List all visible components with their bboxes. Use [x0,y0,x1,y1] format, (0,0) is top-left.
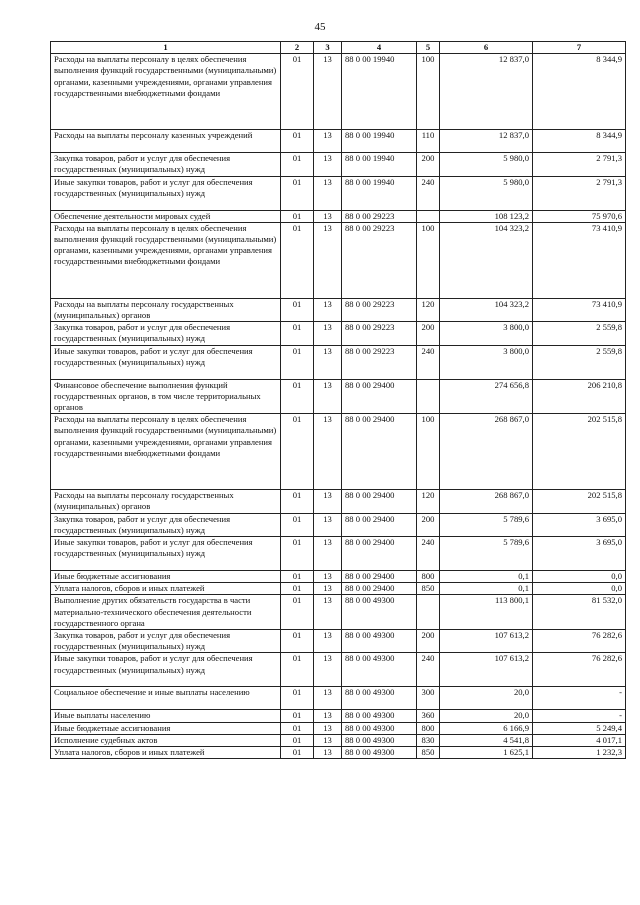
row-amount-executed-cell: 202 515,8 [533,490,626,513]
row-subsection-cell: 13 [314,130,342,153]
row-expense-type-cell: 240 [417,176,440,210]
row-section-cell: 01 [281,571,314,583]
column-header-4: 4 [342,42,417,54]
row-amount-approved-cell: 5 980,0 [440,176,533,210]
column-header-7: 7 [533,42,626,54]
table-row [51,490,626,513]
row-amount-executed-cell: 0,0 [533,571,626,583]
row-target-article-cell: 88 0 00 19940 [342,54,417,130]
table-row [51,710,626,722]
row-section-cell: 01 [281,537,314,571]
row-name-cell: Иные закупки товаров, работ и услуг для обеспечения государственных (муниципальных) нужд [51,176,281,210]
row-subsection-cell: 13 [314,414,342,490]
column-header-3: 3 [314,42,342,54]
row-amount-approved-cell: 108 123,2 [440,210,533,222]
row-target-article-cell: 88 0 00 29223 [342,345,417,379]
row-amount-executed-cell: - [533,687,626,710]
table-row [51,379,626,414]
column-header-5: 5 [417,42,440,54]
row-expense-type-cell: 100 [417,54,440,130]
row-name-cell: Социальное обеспечение и иные выплаты населению [51,687,281,710]
row-section-cell: 01 [281,222,314,298]
row-expense-type-cell [417,210,440,222]
row-subsection-cell: 13 [314,653,342,687]
row-target-article-cell: 88 0 00 49300 [342,710,417,722]
row-amount-executed-cell: 73 410,9 [533,222,626,298]
table-row [51,595,626,630]
row-section-cell: 01 [281,513,314,536]
row-section-cell: 01 [281,414,314,490]
row-name-cell: Расходы на выплаты персоналу казенных учреждений [51,130,281,153]
row-expense-type-cell: 240 [417,537,440,571]
table-row [51,153,626,176]
row-amount-approved-cell: 12 837,0 [440,54,533,130]
row-name-cell: Исполнение судебных актов [51,734,281,746]
row-subsection-cell: 13 [314,176,342,210]
row-target-article-cell: 88 0 00 49300 [342,747,417,759]
row-name-cell: Закупка товаров, работ и услуг для обеспечения государственных (муниципальных) нужд [51,322,281,345]
row-target-article-cell: 88 0 00 29223 [342,322,417,345]
row-amount-approved-cell: 5 789,6 [440,537,533,571]
row-subsection-cell: 13 [314,298,342,321]
row-expense-type-cell: 830 [417,734,440,746]
row-subsection-cell: 13 [314,583,342,595]
table-row [51,345,626,379]
row-amount-executed-cell: 8 344,9 [533,54,626,130]
row-expense-type-cell: 850 [417,747,440,759]
row-subsection-cell: 13 [314,210,342,222]
row-expense-type-cell: 200 [417,153,440,176]
row-subsection-cell: 13 [314,571,342,583]
column-header-1: 1 [51,42,281,54]
row-name-cell: Выполнение других обязательств государства в части материально-технического обеспечения деятельности государственного органа [51,595,281,630]
row-expense-type-cell: 200 [417,630,440,653]
row-name-cell: Уплата налогов, сборов и иных платежей [51,747,281,759]
row-amount-approved-cell: 4 541,8 [440,734,533,746]
row-expense-type-cell: 100 [417,414,440,490]
row-amount-executed-cell: 81 532,0 [533,595,626,630]
row-amount-executed-cell: 73 410,9 [533,298,626,321]
row-section-cell: 01 [281,490,314,513]
row-target-article-cell: 88 0 00 29400 [342,414,417,490]
row-amount-approved-cell: 104 323,2 [440,298,533,321]
row-amount-approved-cell: 0,1 [440,571,533,583]
row-expense-type-cell: 100 [417,222,440,298]
row-section-cell: 01 [281,710,314,722]
row-name-cell: Иные закупки товаров, работ и услуг для обеспечения государственных (муниципальных) нужд [51,537,281,571]
row-amount-executed-cell: 2 791,3 [533,176,626,210]
row-name-cell: Иные выплаты населению [51,710,281,722]
row-name-cell: Расходы на выплаты персоналу в целях обеспечения выполнения функций государственными (муниципальными) органами, казенными учреждениями, органами управления государственными внебюджетными фондами [51,414,281,490]
row-subsection-cell: 13 [314,734,342,746]
row-target-article-cell: 88 0 00 29223 [342,210,417,222]
row-amount-approved-cell: 12 837,0 [440,130,533,153]
row-amount-approved-cell: 107 613,2 [440,653,533,687]
row-target-article-cell: 88 0 00 29400 [342,490,417,513]
row-expense-type-cell: 200 [417,322,440,345]
row-expense-type-cell: 360 [417,710,440,722]
row-name-cell: Расходы на выплаты персоналу государственных (муниципальных) органов [51,298,281,321]
row-subsection-cell: 13 [314,222,342,298]
row-expense-type-cell [417,379,440,414]
row-section-cell: 01 [281,176,314,210]
table-row [51,747,626,759]
row-subsection-cell: 13 [314,345,342,379]
row-section-cell: 01 [281,345,314,379]
table-header-row [51,42,626,54]
table-row [51,722,626,734]
row-target-article-cell: 88 0 00 29400 [342,379,417,414]
row-expense-type-cell: 240 [417,653,440,687]
row-amount-approved-cell: 5 789,6 [440,513,533,536]
row-target-article-cell: 88 0 00 49300 [342,734,417,746]
row-section-cell: 01 [281,653,314,687]
row-expense-type-cell: 120 [417,490,440,513]
row-name-cell: Обеспечение деятельности мировых судей [51,210,281,222]
row-section-cell: 01 [281,153,314,176]
row-section-cell: 01 [281,722,314,734]
row-subsection-cell: 13 [314,687,342,710]
row-name-cell: Иные закупки товаров, работ и услуг для обеспечения государственных (муниципальных) нужд [51,345,281,379]
table-row [51,210,626,222]
row-subsection-cell: 13 [314,513,342,536]
row-target-article-cell: 88 0 00 29400 [342,513,417,536]
row-amount-approved-cell: 6 166,9 [440,722,533,734]
table-row [51,414,626,490]
row-amount-approved-cell: 3 800,0 [440,345,533,379]
row-subsection-cell: 13 [314,379,342,414]
column-header-6: 6 [440,42,533,54]
row-amount-executed-cell: 5 249,4 [533,722,626,734]
table-row [51,130,626,153]
page-number: 45 [314,21,326,33]
row-name-cell: Закупка товаров, работ и услуг для обеспечения государственных (муниципальных) нужд [51,153,281,176]
row-amount-executed-cell: 76 282,6 [533,630,626,653]
row-amount-executed-cell: 76 282,6 [533,653,626,687]
row-amount-approved-cell: 20,0 [440,687,533,710]
row-section-cell: 01 [281,583,314,595]
row-amount-executed-cell: 3 695,0 [533,537,626,571]
row-amount-executed-cell: 2 559,8 [533,322,626,345]
row-name-cell: Иные бюджетные ассигнования [51,571,281,583]
row-name-cell: Иные закупки товаров, работ и услуг для обеспечения государственных (муниципальных) нужд [51,653,281,687]
row-subsection-cell: 13 [314,54,342,130]
row-section-cell: 01 [281,747,314,759]
row-target-article-cell: 88 0 00 49300 [342,595,417,630]
row-amount-executed-cell: 3 695,0 [533,513,626,536]
row-target-article-cell: 88 0 00 29400 [342,571,417,583]
row-target-article-cell: 88 0 00 29400 [342,537,417,571]
row-amount-approved-cell: 5 980,0 [440,153,533,176]
row-target-article-cell: 88 0 00 19940 [342,176,417,210]
row-name-cell: Иные бюджетные ассигнования [51,722,281,734]
row-amount-executed-cell: 0,0 [533,583,626,595]
row-name-cell: Финансовое обеспечение выполнения функций государственных органов, в том числе территориальных органов [51,379,281,414]
row-subsection-cell: 13 [314,537,342,571]
table-row [51,653,626,687]
row-target-article-cell: 88 0 00 49300 [342,687,417,710]
row-section-cell: 01 [281,210,314,222]
row-section-cell: 01 [281,379,314,414]
row-amount-approved-cell: 104 323,2 [440,222,533,298]
row-section-cell: 01 [281,298,314,321]
row-amount-approved-cell: 268 867,0 [440,490,533,513]
row-section-cell: 01 [281,630,314,653]
row-name-cell: Расходы на выплаты персоналу в целях обеспечения выполнения функций государственными (муниципальными) органами, казенными учреждениями, органами управления государственными внебюджетными фондами [51,222,281,298]
table-row [51,176,626,210]
row-expense-type-cell: 120 [417,298,440,321]
row-expense-type-cell: 200 [417,513,440,536]
table-row [51,687,626,710]
row-subsection-cell: 13 [314,595,342,630]
table-row [51,54,626,130]
row-target-article-cell: 88 0 00 19940 [342,130,417,153]
table-body [51,54,626,759]
row-amount-executed-cell: 8 344,9 [533,130,626,153]
row-subsection-cell: 13 [314,153,342,176]
table-row [51,630,626,653]
row-expense-type-cell: 110 [417,130,440,153]
row-amount-executed-cell: 2 791,3 [533,153,626,176]
row-amount-executed-cell: - [533,710,626,722]
table-row [51,322,626,345]
table-row [51,583,626,595]
row-name-cell: Закупка товаров, работ и услуг для обеспечения государственных (муниципальных) нужд [51,630,281,653]
table-row [51,513,626,536]
row-subsection-cell: 13 [314,490,342,513]
row-amount-executed-cell: 2 559,8 [533,345,626,379]
row-subsection-cell: 13 [314,710,342,722]
row-amount-approved-cell: 0,1 [440,583,533,595]
row-expense-type-cell: 800 [417,722,440,734]
row-amount-executed-cell: 4 017,1 [533,734,626,746]
row-name-cell: Расходы на выплаты персоналу государственных (муниципальных) органов [51,490,281,513]
row-subsection-cell: 13 [314,747,342,759]
column-header-2: 2 [281,42,314,54]
row-amount-approved-cell: 3 800,0 [440,322,533,345]
row-name-cell: Закупка товаров, работ и услуг для обеспечения государственных (муниципальных) нужд [51,513,281,536]
table-row [51,222,626,298]
row-amount-approved-cell: 1 625,1 [440,747,533,759]
row-subsection-cell: 13 [314,630,342,653]
row-section-cell: 01 [281,734,314,746]
row-amount-approved-cell: 113 800,1 [440,595,533,630]
row-name-cell: Расходы на выплаты персоналу в целях обеспечения выполнения функций государственными (муниципальными) органами, казенными учреждениями, органами управления государственными внебюджетными фондами [51,54,281,130]
row-target-article-cell: 88 0 00 29223 [342,222,417,298]
row-expense-type-cell: 850 [417,583,440,595]
table-row [51,298,626,321]
budget-table [50,41,626,759]
row-target-article-cell: 88 0 00 19940 [342,153,417,176]
row-expense-type-cell [417,595,440,630]
row-target-article-cell: 88 0 00 49300 [342,653,417,687]
row-amount-executed-cell: 1 232,3 [533,747,626,759]
row-section-cell: 01 [281,322,314,345]
table-row [51,734,626,746]
row-subsection-cell: 13 [314,722,342,734]
row-amount-approved-cell: 20,0 [440,710,533,722]
row-amount-executed-cell: 202 515,8 [533,414,626,490]
row-section-cell: 01 [281,54,314,130]
row-subsection-cell: 13 [314,322,342,345]
row-expense-type-cell: 240 [417,345,440,379]
row-amount-approved-cell: 274 656,8 [440,379,533,414]
row-target-article-cell: 88 0 00 49300 [342,630,417,653]
row-amount-approved-cell: 268 867,0 [440,414,533,490]
row-target-article-cell: 88 0 00 29223 [342,298,417,321]
row-section-cell: 01 [281,130,314,153]
row-amount-executed-cell: 206 210,8 [533,379,626,414]
row-section-cell: 01 [281,687,314,710]
row-name-cell: Уплата налогов, сборов и иных платежей [51,583,281,595]
row-section-cell: 01 [281,595,314,630]
table-row [51,537,626,571]
table-row [51,571,626,583]
row-expense-type-cell: 300 [417,687,440,710]
row-target-article-cell: 88 0 00 49300 [342,722,417,734]
row-amount-executed-cell: 75 970,6 [533,210,626,222]
row-target-article-cell: 88 0 00 29400 [342,583,417,595]
row-amount-approved-cell: 107 613,2 [440,630,533,653]
row-expense-type-cell: 800 [417,571,440,583]
